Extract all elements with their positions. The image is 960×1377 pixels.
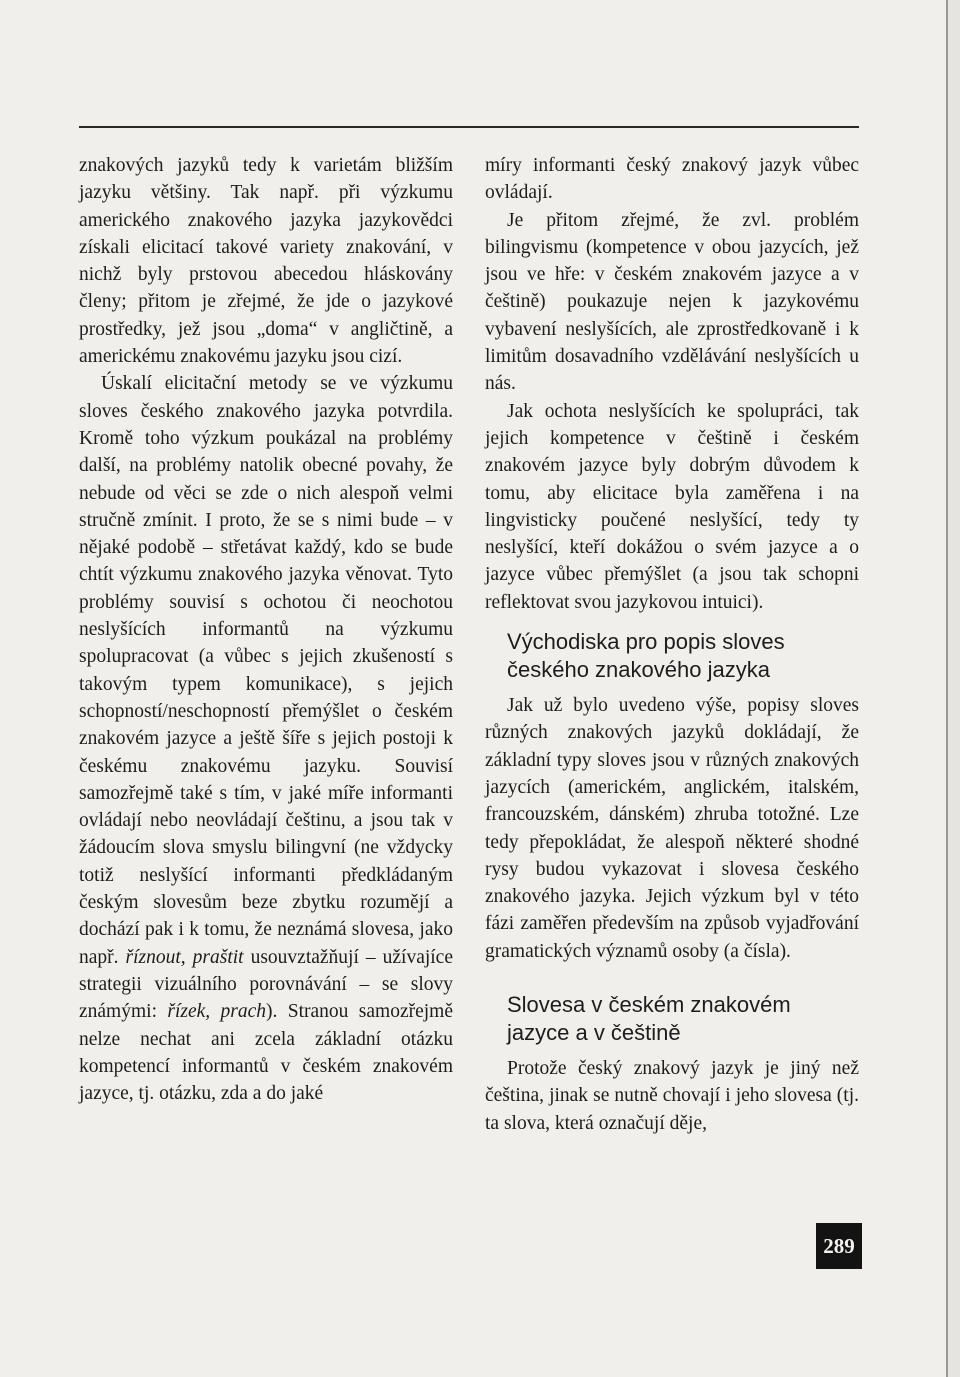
heading-line: Východiska pro popis sloves <box>507 629 785 655</box>
header-rule <box>79 126 859 128</box>
section-heading <box>507 991 859 1047</box>
page-number: 289 <box>816 1223 862 1269</box>
example-words: říznout, praštit <box>125 946 244 968</box>
paragraph-text: ). Stranou samozřejmě nelze nechat ani zcela základní otázku kompetencí informantů v českém znakovém jazyce, tj. otázku, zda a do jaké <box>79 1001 453 1105</box>
example-words: řízek, prach <box>167 1001 267 1023</box>
page-edge-shade <box>948 0 960 1377</box>
right-column <box>485 152 859 1137</box>
left-column <box>79 152 453 1107</box>
paragraph: Jak už bylo uvedeno výše, popisy sloves různých znakových jazyků dokládají, že základní typy sloves jsou v různých znakových jazycích (americkém, anglickém, italském, francouzském, dánském) zhruba totožné. Lze tedy přepokládat, že alespoň některé shodné rysy budou vykazovat i slovesa českého znakového jazyka. Jejich výzkum byl v této fázi zaměřen především na způsob vyjadřování gramatických významů osoby (a čísla). <box>485 695 859 962</box>
paragraph: Je přitom zřejmé, že zvl. problém bilingvismu (kompetence v obou jazycích, jež jsou ve hře: v českém znakovém jazyce a v češtině) poukazuje nejen k jazykovému vybavení neslyšících, ale zprostředkovaně i k limitům dosavadního vzdělávání neslyšících u nás. <box>485 209 859 395</box>
heading-line: českého znakového jazyka <box>507 657 770 683</box>
heading-line: Slovesa v českém znakovém <box>507 992 791 1018</box>
paragraph: míry informanti český znakový jazyk vůbec ovládají. <box>485 155 859 204</box>
paragraph-text: Úskalí elicitační metody se ve výzkumu sloves českého znakového jazyka potvrdila. Kromě toho výzkum poukázal na problémy další, na problémy natolik obecné povahy, že nebude od věci se zde o nich alespoň velmi stručně zmínit. I proto, že se s nimi bude – v nějaké podobě – střetávat každý, kdo se bude chtít výzkumu znakového jazyka věnovat. Tyto problémy souvisí s ochotou či neochotou neslyšících informantů na výzkumu spolupracovat (a vůbec s jejich zkušeností s takovým typem komunikace), s jejich schopností/neschopností přemýšlet o českém znakovém jazyce a ještě šíře s jejich postoji k českému znakovému jazyku. Souvisí samozřejmě také s tím, v jaké míře informanti ovládají nebo neovládají češtinu, a jsou tak v žádoucím slova smyslu bilingvní (ne vždycky totiž neslyšící informanti předkládaným českým slovesům beze zbytku rozumějí a dochází pak i k tomu, že neznámá slovesa, jako např. <box>79 373 453 968</box>
paragraph: Protože český znakový jazyk je jiný než čeština, jinak se nutně chovají i jeho slovesa (tj. ta slova, která označují děje, <box>485 1058 859 1134</box>
paragraph-text: usouvztažňují – užívajíce strategii vizuálního porovnávání – se slovy známými: <box>79 946 453 1023</box>
heading-line: jazyce a v češtině <box>507 1020 681 1046</box>
paragraph: Jak ochota neslyšících ke spolupráci, tak jejich kompetence v češtině i českém znakovém jazyce byly dobrým důvodem k tomu, aby elicitace byla zaměřena i na lingvisticky poučené neslyšící, tedy ty neslyšící, kteří dokážou o svém jazyce a o jazyce vůbec přemýšlet (a jsou tak schopni reflektovat svou jazykovou intuici). <box>485 400 859 613</box>
paragraph: znakových jazyků tedy k varietám bližším jazyku většiny. Tak např. při výzkumu amerického znakového jazyka jazykovědci získali elicitací takové variety znakování, v nichž byly prstovou abecedou hláskovány členy; přitom je zřejmé, že jde o jazykové prostředky, jež jsou „doma“ v angličtině, a americkému znakovému jazyku jsou cizí. <box>79 155 453 368</box>
paragraph <box>79 370 453 1107</box>
page-edge <box>946 0 948 1377</box>
section-heading <box>507 628 859 684</box>
